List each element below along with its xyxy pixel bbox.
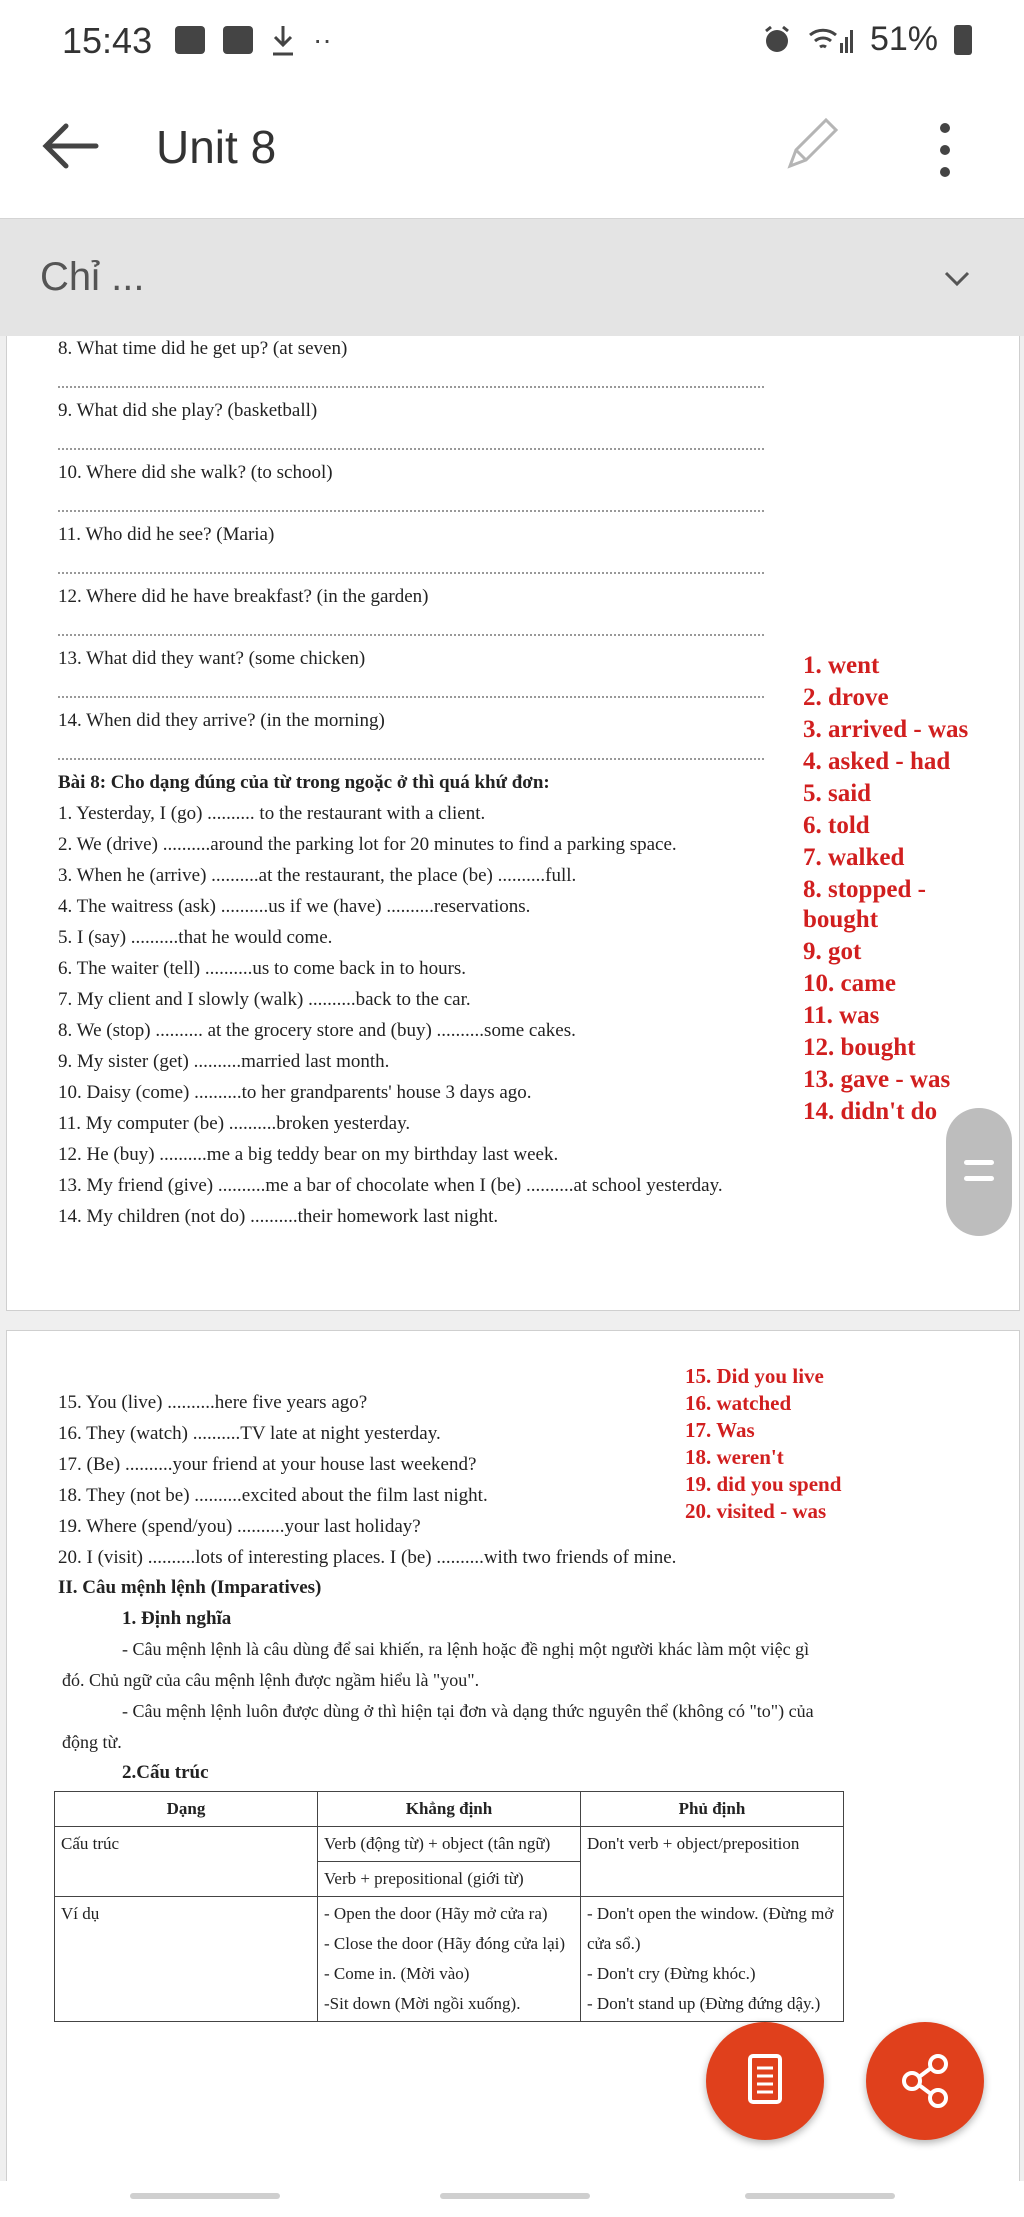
handwritten-answer: 16. watched (685, 1391, 792, 1415)
definition-line: - Câu mệnh lệnh luôn được dùng ở thì hiện tại đơn và dạng thức nguyên thể (không có "to") của (122, 1701, 814, 1721)
exercise-item: 1. Yesterday, I (go) .......... to the restaurant with a client. (58, 803, 486, 824)
handwritten-answer: 1. went (803, 652, 880, 679)
exercise-item: 2. We (drive) ..........around the parking lot for 20 minutes to find a parking space. (58, 834, 677, 855)
chevron-down-icon (940, 261, 974, 295)
share-icon (866, 2022, 984, 2140)
handwritten-answer: 18. weren't (685, 1445, 784, 1469)
answer-blank (58, 572, 764, 574)
handwritten-answer: 4. asked - had (803, 748, 951, 775)
handwritten-answer: 6. told (803, 812, 870, 839)
table-cell: Verb + prepositional (giới từ) (318, 1862, 581, 1897)
nav-recents[interactable] (130, 2193, 280, 2199)
answer-blank (58, 696, 764, 698)
definition-line: đó. Chủ ngữ của câu mệnh lệnh được ngầm hiểu là "you". (62, 1670, 480, 1690)
notification-icons (175, 24, 332, 56)
handwritten-answer: 9. got (803, 938, 862, 965)
back-arrow-icon[interactable] (38, 114, 102, 178)
question-line: 9. What did she play? (basketball) (58, 400, 318, 421)
handwritten-answer: 3. arrived - was (803, 716, 969, 743)
answer-blank (58, 386, 764, 388)
handwritten-answer: 19. did you spend (685, 1472, 842, 1496)
handwritten-answer: 14. didn't do (803, 1098, 938, 1125)
handle-grip-line (964, 1160, 994, 1165)
download-icon (271, 24, 295, 56)
nav-home[interactable] (440, 2193, 590, 2199)
zalo-icon (223, 26, 253, 54)
question-line: 10. Where did she walk? (to school) (58, 462, 333, 483)
section-heading: II. Câu mệnh lệnh (Imparatives) (58, 1577, 322, 1598)
exercise-item: 13. My friend (give) ..........me a bar of chocolate when I (be) ..........at school yesterday. (58, 1175, 723, 1196)
example-line: - Open the door (Hãy mở cửa ra) (324, 1904, 548, 1923)
subsection-heading: 1. Định nghĩa (122, 1608, 232, 1629)
table-header: Khẳng định (318, 1792, 581, 1827)
status-right (762, 20, 972, 59)
exercise-item: 20. I (visit) ..........lots of interesting places. I (be) ..........with two friends of mine. (58, 1547, 677, 1568)
exercise-item: 7. My client and I slowly (walk) ..........back to the car. (58, 989, 471, 1010)
handwritten-answer: 20. visited - was (685, 1499, 827, 1523)
handwritten-answer: bought (803, 906, 879, 933)
exercise-item: 11. My computer (be) ..........broken yesterday. (58, 1113, 411, 1134)
filter-label: Chỉ ... (40, 255, 145, 299)
answer-blank (58, 510, 764, 512)
question-line: 8. What time did he get up? (at seven) (58, 338, 348, 359)
answer-blank (58, 634, 764, 636)
system-navigation-bar (0, 2181, 1024, 2217)
more-options-icon[interactable] (930, 120, 960, 180)
exercise-item: 12. He (buy) ..........me a big teddy bear on my birthday last week. (58, 1144, 559, 1165)
table-cell: Verb (động từ) + object (tân ngữ) (318, 1827, 581, 1862)
answer-blank (58, 448, 764, 450)
example-line: - Don't open the window. (Đừng mở cửa sổ.) (587, 1904, 834, 1953)
document-title: Unit 8 (156, 121, 277, 173)
status-time: 15:43 (62, 20, 153, 61)
handwritten-answer: 5. said (803, 780, 872, 807)
exercise-item: 8. We (stop) .......... at the grocery store and (buy) ..........some cakes. (58, 1020, 576, 1041)
view-filter-dropdown[interactable] (0, 218, 1024, 337)
document-icon (706, 2022, 824, 2140)
edit-pencil-icon[interactable] (780, 116, 840, 176)
handwritten-answer: 11. was (803, 1002, 880, 1029)
exercise-item: 15. You (live) ..........here five years ago? (58, 1392, 368, 1413)
exercise-heading: Bài 8: Cho dạng đúng của từ trong ngoặc ở thì quá khứ đơn: (58, 772, 550, 793)
handwritten-answer: 2. drove (803, 684, 889, 711)
exercise-item: 9. My sister (get) ..........married last month. (58, 1051, 390, 1072)
exercise-item: 4. The waitress (ask) ..........us if we (have) ..........reservations. (58, 896, 531, 917)
handwritten-answer: 7. walked (803, 844, 905, 871)
exercise-item: 10. Daisy (come) ..........to her grandparents' house 3 days ago. (58, 1082, 532, 1103)
exercise-item: 17. (Be) ..........your friend at your house last weekend? (58, 1454, 477, 1475)
table-header: Dạng (55, 1792, 318, 1827)
wifi-signal-icon (808, 25, 854, 55)
handwritten-answer: 10. came (803, 970, 897, 997)
definition-line: động từ. (62, 1732, 122, 1752)
exercise-item: 14. My children (not do) ..........their homework last night. (58, 1206, 499, 1227)
exercise-item: 19. Where (spend/you) ..........your last holiday? (58, 1516, 421, 1537)
question-line: 14. When did they arrive? (in the morning) (58, 710, 385, 731)
table-cell (581, 1897, 844, 2022)
handwritten-answer: 12. bought (803, 1034, 916, 1061)
question-line: 12. Where did he have breakfast? (in the garden) (58, 586, 429, 607)
battery-icon (954, 25, 972, 55)
table-cell: Cấu trúc (55, 1827, 318, 1897)
gallery-icon (175, 26, 205, 54)
definition-line: - Câu mệnh lệnh là câu dùng để sai khiến, ra lệnh hoặc đề nghị một người khác làm một việc gì (122, 1639, 810, 1659)
example-line: - Don't cry (Đừng khóc.) (587, 1964, 756, 1983)
table-cell: Don't verb + object/preposition (581, 1827, 844, 1897)
reading-mode-button[interactable] (706, 2022, 824, 2140)
app-bar (0, 82, 1024, 218)
example-line: - Don't stand up (Đừng đứng dậy.) (587, 1994, 821, 2013)
example-line: - Close the door (Hãy đóng cửa lại) (324, 1934, 566, 1953)
table-header: Phủ định (581, 1792, 844, 1827)
answer-blank (58, 758, 764, 760)
grammar-table (54, 1791, 844, 2022)
status-bar (0, 0, 1024, 82)
example-line: -Sit down (Mời ngồi xuống). (324, 1994, 521, 2013)
battery-percent: 51% (869, 20, 938, 58)
handwritten-answer: 17. Was (685, 1418, 755, 1442)
example-line: - Come in. (Mời vào) (324, 1964, 470, 1983)
table-cell: Ví dụ (55, 1897, 318, 2022)
question-line: 13. What did they want? (some chicken) (58, 648, 366, 669)
fast-scroll-handle[interactable] (946, 1108, 1012, 1236)
handwritten-answer: 8. stopped - (803, 876, 926, 903)
alarm-icon (762, 25, 792, 55)
table-cell (318, 1897, 581, 2022)
more-notifications-icon: ·· (313, 24, 332, 55)
nav-back[interactable] (745, 2193, 895, 2199)
subsection-heading: 2.Cấu trúc (122, 1762, 209, 1783)
question-line: 11. Who did he see? (Maria) (58, 524, 275, 545)
handle-grip-line (964, 1176, 994, 1181)
handwritten-answer: 15. Did you live (685, 1364, 824, 1388)
exercise-item: 6. The waiter (tell) ..........us to come back in to hours. (58, 958, 467, 979)
handwritten-answer: 13. gave - was (803, 1066, 951, 1093)
exercise-item: 5. I (say) ..........that he would come. (58, 927, 333, 948)
exercise-item: 16. They (watch) ..........TV late at night yesterday. (58, 1423, 441, 1444)
share-button[interactable] (866, 2022, 984, 2140)
exercise-item: 3. When he (arrive) ..........at the restaurant, the place (be) ..........full. (58, 865, 577, 886)
exercise-item: 18. They (not be) ..........excited about the film last night. (58, 1485, 488, 1506)
